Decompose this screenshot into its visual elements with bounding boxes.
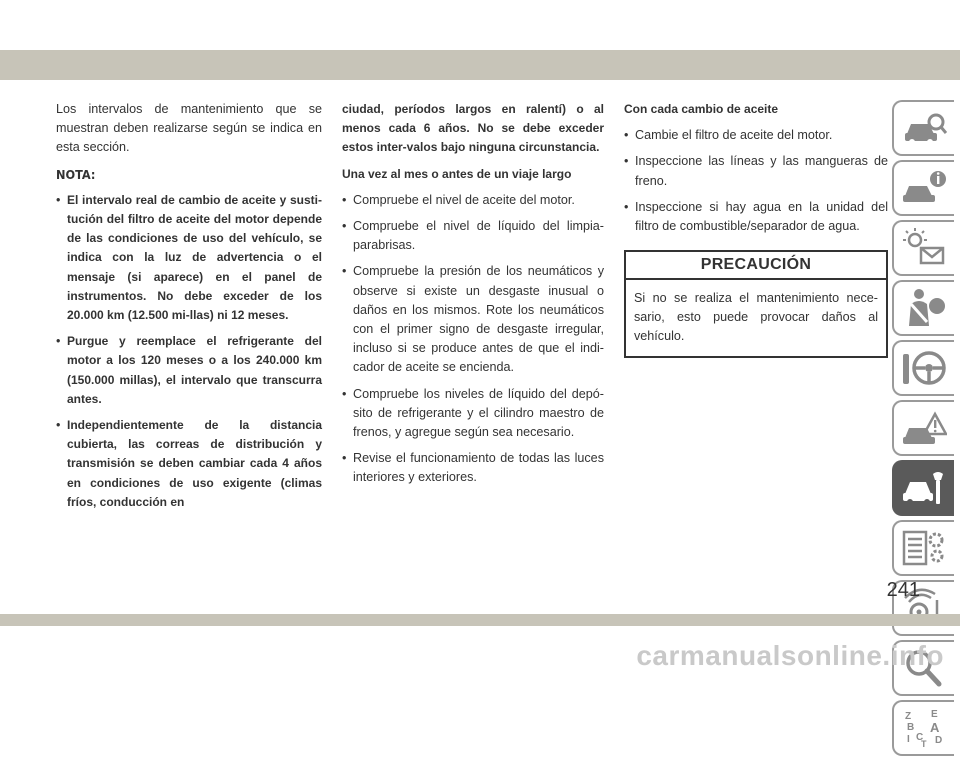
list-item-text: Compruebe los niveles de líquido del depó-sito de refrigerante y el cilindro maestro de frenos, y agregue según sea necesario. [353,386,604,440]
caution-box [624,250,888,358]
tab-index[interactable] [892,700,954,756]
list-item [342,217,604,255]
warning-light-message-icon [901,228,947,268]
list-item-text: Compruebe la presión de los neumáticos y observe si existe un desgaste inusual o daños en los mismos. Rote los neumáticos con el primer signo de desgaste irregular, incluso si se produce antes de que el indi-cador de aceite se encienda. [353,264,604,375]
monthly-heading: Una vez al mes o antes de un viaje largo [342,166,572,181]
oil-change-list [624,126,888,236]
tab-car-search[interactable] [892,100,954,156]
note-item-text: Purgue y reemplace el refrigerante del motor a los 120 meses o a los 240.000 km (150.000 millas), el intervalo que transcurra antes. [67,334,322,406]
list-item [624,152,888,190]
bullet-marker: • [342,451,347,466]
column-1 [56,100,322,519]
bullet-marker: • [342,386,347,401]
bullet-marker: • [56,334,61,349]
list-item [56,191,322,325]
index-letter: I [907,734,910,745]
watermark-text: carmanualsonline.info [636,640,944,671]
index-letter: D [935,735,943,746]
bottom-decorative-band [0,614,960,626]
bullet-marker: • [56,192,61,207]
note-item-text: Independientemente de la distancia cubierta, las correas de distribución y transmisión se deben cambiar cada 4 años en condiciones de uso exigente (climas fríos, conducción en [67,418,322,509]
list-item-text: Inspeccione las líneas y las mangueras de freno. [635,154,888,188]
tab-safety[interactable] [892,280,954,336]
list-item [342,385,604,443]
list-item [342,191,604,210]
specifications-gear-icon [901,528,947,568]
intro-paragraph: Los intervalos de mantenimiento que se muestran deben realizarse según se indica en esta sección. [56,102,322,155]
monthly-list [342,191,604,488]
list-item-text: Revise el funcionamiento de todas las luces interiores y exteriores. [353,451,604,485]
caution-text: Si no se realiza el mantenimiento nece-sario, esto puede provocar daños al vehículo. [634,291,878,344]
list-item-text: Inspeccione si hay agua en la unidad del filtro de combustible/separador de agua. [635,199,888,234]
bullet-marker: • [624,199,629,214]
alphabetical-index-icon [901,708,947,748]
bullet-marker: • [624,154,629,169]
list-item [624,126,888,145]
list-item [56,332,322,409]
tab-starting-driving[interactable] [892,340,954,396]
list-item-text: Compruebe el nivel de líquido del limpia-parabrisas. [353,219,604,253]
note-item-text: El intervalo real de cambio de aceite y susti-tución del filtro de aceite del motor depende de las condiciones de uso del vehículo, se indica con la luz de advertencia o el mensaje (si aparece) en el panel de instrumentos. No debe exceder de los 20.000 km (12.500 mi-llas) ni 12 meses. [67,192,322,323]
top-decorative-band [0,50,960,80]
list-item-text: Cambie el filtro de aceite del motor. [635,128,833,143]
index-letter: B [907,722,915,733]
index-letter: T [921,739,927,748]
list-item [342,262,604,377]
tab-warning-lights[interactable] [892,220,954,276]
steering-wheel-icon [901,348,947,388]
index-letter: A [930,720,940,735]
car-search-icon [901,108,947,148]
tab-emergency[interactable] [892,400,954,456]
list-item-text: Compruebe el nivel de aceite del motor. [353,192,575,207]
car-warning-icon [901,408,947,448]
bullet-marker: • [342,219,347,234]
tab-servicing-maintenance[interactable] [892,460,954,516]
oil-change-heading: Con cada cambio de aceite [624,102,779,116]
list-item [624,198,888,236]
index-letter: Z [905,711,912,722]
list-item [56,416,322,512]
tab-car-info[interactable] [892,160,954,216]
column-3 [624,100,888,358]
column-2 [342,100,604,495]
continued-note-text: ciudad, períodos largos en ralentí) o al menos cada 6 años. No se debe exceder estos inter-valos bajo ninguna circunstancia. [342,102,604,155]
bullet-marker: • [342,264,347,279]
bullet-marker: • [56,418,61,433]
note-list [56,191,322,512]
page-number: 241 [886,579,920,601]
bullet-marker: • [624,128,629,143]
list-item [342,449,604,487]
index-letter: C [916,732,924,743]
caution-title: PRECAUCIÓN [626,252,886,280]
index-letter: E [931,709,938,720]
note-label: NOTA: [56,166,96,182]
seatbelt-airbag-icon [901,288,947,328]
tab-technical-specifications[interactable] [892,520,954,576]
bullet-marker: • [342,192,347,207]
car-wrench-icon [901,468,947,508]
car-info-icon [901,168,947,208]
